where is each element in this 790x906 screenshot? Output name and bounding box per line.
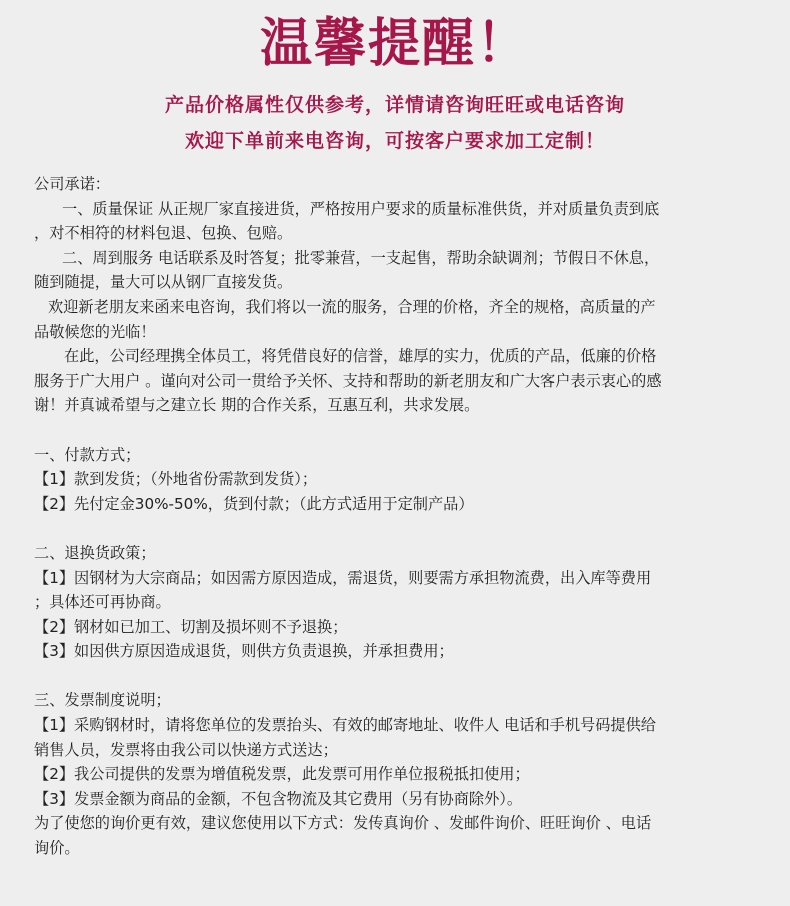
returns-item-2: 【2】钢材如已加工、切割及损坏则不予退换； bbox=[34, 617, 348, 636]
subtitle-custom-order: 欢迎下单前来电咨询，可按客户要求加工定制！ bbox=[184, 130, 605, 152]
returns-item-3: 【3】如因供方原因造成退货，则供方负责退换，并承担费用； bbox=[34, 642, 454, 661]
commitment-welcome: 欢迎新老朋友来函来电咨询，我们将以一流的服务，合理的价格，齐全的规格，高质量的产 bbox=[48, 297, 656, 316]
notice-body bbox=[34, 172, 776, 861]
commitment-item-quality-cont: ，对不相符的材料包退、包换、包赔。 bbox=[34, 224, 293, 243]
invoice-heading: 三、发票制度说明； bbox=[34, 691, 171, 710]
invoice-item-1: 【1】采购钢材时，请将您单位的发票抬头、有效的邮寄地址、收件人 电话和手机号码提供给 bbox=[34, 716, 656, 735]
invoice-item-2: 【2】我公司提供的发票为增值税发票，此发票可用作单位报税抵扣使用； bbox=[34, 765, 530, 784]
payment-item-1: 【1】款到发货；（外地省份需款到发货）； bbox=[34, 470, 318, 489]
page-title: 温馨提醒！ bbox=[259, 14, 530, 74]
commitment-welcome-cont: 品敬候您的光临！ bbox=[34, 322, 156, 341]
commitment-manager-cont1: 服务于广大用户 。谨向对公司一贯给予关怀、支持和帮助的新老朋友和广大客户表示衷心的感 bbox=[34, 371, 662, 390]
section-spacer bbox=[34, 516, 776, 541]
commitment-item-service-cont: 随到随提，量大可以从钢厂直接发货。 bbox=[34, 273, 293, 292]
invoice-closing: 为了使您的询价更有效，建议您使用以下方式：发传真询价 、发邮件询价、旺旺询价 、电话 bbox=[34, 814, 652, 833]
commitment-item-service: 二、周到服务 电话联系及时答复；批零兼营，一支起售，帮助余缺调剂；节假日不休息， bbox=[62, 248, 660, 267]
payment-item-2: 【2】先付定金30%-50%，货到付款；（此方式适用于定制产品） bbox=[34, 494, 474, 513]
subtitle-price-note: 产品价格属性仅供参考，详情请咨询旺旺或电话咨询 bbox=[164, 94, 625, 116]
returns-heading: 二、退换货政策； bbox=[34, 543, 156, 562]
section-spacer bbox=[34, 418, 776, 443]
section-spacer bbox=[34, 664, 776, 689]
commitment-manager: 在此，公司经理携全体员工，将凭借良好的信誉，雄厚的实力，优质的产品，低廉的价格 bbox=[64, 347, 657, 366]
invoice-item-3: 【3】发票金额为商品的金额，不包含物流及其它费用（另有协商除外）。 bbox=[34, 789, 523, 808]
payment-heading: 一、付款方式； bbox=[34, 445, 141, 464]
invoice-item-1-cont: 销售人员，发票将由我公司以快递方式送达； bbox=[34, 740, 338, 759]
commitment-manager-cont2: 谢！并真诚希望与之建立长 期的合作关系，互惠互利，共求发展。 bbox=[34, 396, 480, 415]
commitment-heading: 公司承诺： bbox=[34, 175, 110, 193]
commitment-item-quality: 一、质量保证 从正规厂家直接进货，严格按用户要求的质量标准供货，并对质量负责到底 bbox=[62, 199, 660, 218]
invoice-closing-cont: 询价。 bbox=[34, 839, 80, 858]
returns-item-1: 【1】因钢材为大宗商品；如因需方原因造成，需退货，则要需方承担物流费，出入库等费用 bbox=[34, 568, 652, 587]
returns-item-1-cont: ；具体还可再协商。 bbox=[34, 593, 171, 612]
